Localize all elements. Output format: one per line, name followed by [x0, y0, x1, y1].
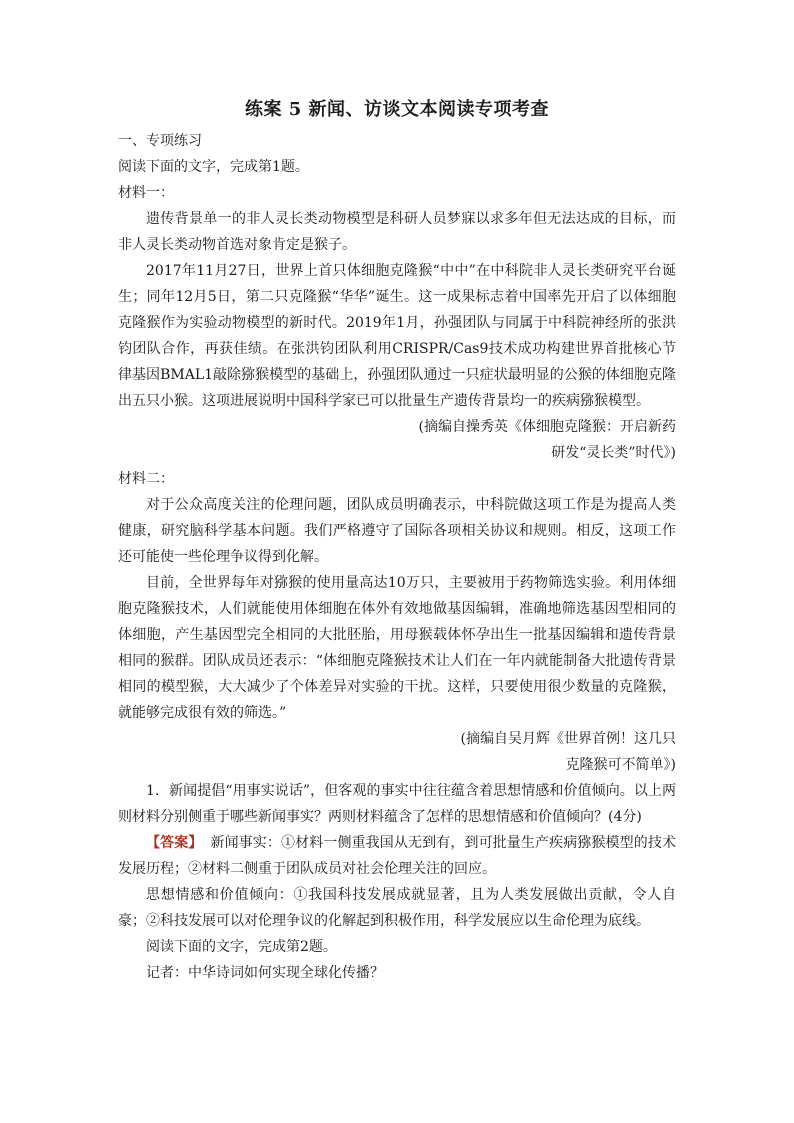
material-1-citation-line-1: (摘编自操秀英《体细胞克隆猴：开启新药 [418, 419, 676, 435]
material-1-label: 材料一： [118, 185, 174, 201]
material-2-citation-line-2: 克隆猴可不简单》) [565, 757, 676, 773]
page-title: 练案 5 新闻、访谈文本阅读专项考查 [244, 99, 550, 120]
material-1-paragraph-2: 2017年11月27日，世界上首只体细胞克隆猴“中中”在中科院非人灵长类研究平台诞生；同年12月5日，第二只克隆猴“华华”诞生。这一成果标志着中国率先开启了以体细胞克隆猴作为实验动物模型的新时代。2019年1月，孙强团队与同属于中科院神经所的张洪钧团队合作，再获佳绩。在张洪钧团队利用CRISPR/Cas9技术成功构建世界首批核心节律基因BMAL1敲除猕猴模型的基础上，孙强团队通过一只症状最明显的公猴的体细胞克隆出五只小猴。这项进展说明中国科学家已可以批量生产遗传背景均一的疾病猕猴模型。 [118, 263, 676, 409]
material-1-citation-line-2: 研发“灵长类”时代》) [551, 445, 676, 461]
document-body [118, 128, 676, 986]
instruction-2: 阅读下面的文字，完成第2题。 [146, 939, 337, 955]
material-1-paragraph-1: 遗传背景单一的非人灵长类动物模型是科研人员梦寐以求多年但无法达成的目标，而非人灵长类动物首选对象肯定是猴子。 [118, 211, 676, 253]
instruction-1: 阅读下面的文字，完成第1题。 [118, 159, 309, 175]
question-1: 1．新闻提倡“用事实说话”，但客观的事实中往往蕴含着思想情感和价值倾向。以上两则材料分别侧重于哪些新闻事实？两则材料蕴含了怎样的思想情感和价值倾向？(4分) [118, 783, 676, 825]
section-heading: 一、专项练习 [118, 133, 202, 149]
material-2-paragraph-1: 对于公众高度关注的伦理问题，团队成员明确表示，中科院做这项工作是为提高人类健康，研究脑科学基本问题。我们严格遵守了国际各项相关协议和规则。相反，这项工作还可能使一些伦理争议得到化解。 [118, 497, 676, 565]
material-2-citation-line-1: (摘编自吴月辉《世界首例！这几只 [460, 731, 676, 747]
answer-paragraph-2: 思想情感和价值倾向：①我国科技发展成就显著，且为人类发展做出贡献，令人自豪；②科技发展可以对伦理争议的化解起到积极作用，科学发展应以生命伦理为底线。 [118, 887, 676, 929]
answer-paragraph-1 [118, 830, 676, 882]
material-2-label: 材料二： [118, 471, 174, 487]
material-2-paragraph-2: 目前，全世界每年对猕猴的使用量高达10万只，主要被用于药物筛选实验。利用体细胞克隆猴技术，人们就能使用体细胞在体外有效地做基因编辑，准确地筛选基因型相同的体细胞，产生基因型完全相同的大批胚胎，用母猴载体怀孕出生一批基因编辑和遗传背景相同的猴群。团队成员还表示：“体细胞克隆猴技术让人们在一年内就能制备大批遗传背景相同的模型猴，大大减少了个体差异对实验的干扰。这样，只要使用很少数量的克隆猴，就能够完成很有效的筛选。” [118, 575, 676, 721]
answer-tag: 【答案】 [146, 835, 203, 851]
reporter-question: 记者：中华诗词如何实现全球化传播？ [146, 965, 384, 981]
answer-text-1: 新闻事实：①材料一侧重我国从无到有，到可批量生产疾病猕猴模型的技术发展历程；②材料二侧重于团队成员对社会伦理关注的回应。 [118, 835, 677, 877]
